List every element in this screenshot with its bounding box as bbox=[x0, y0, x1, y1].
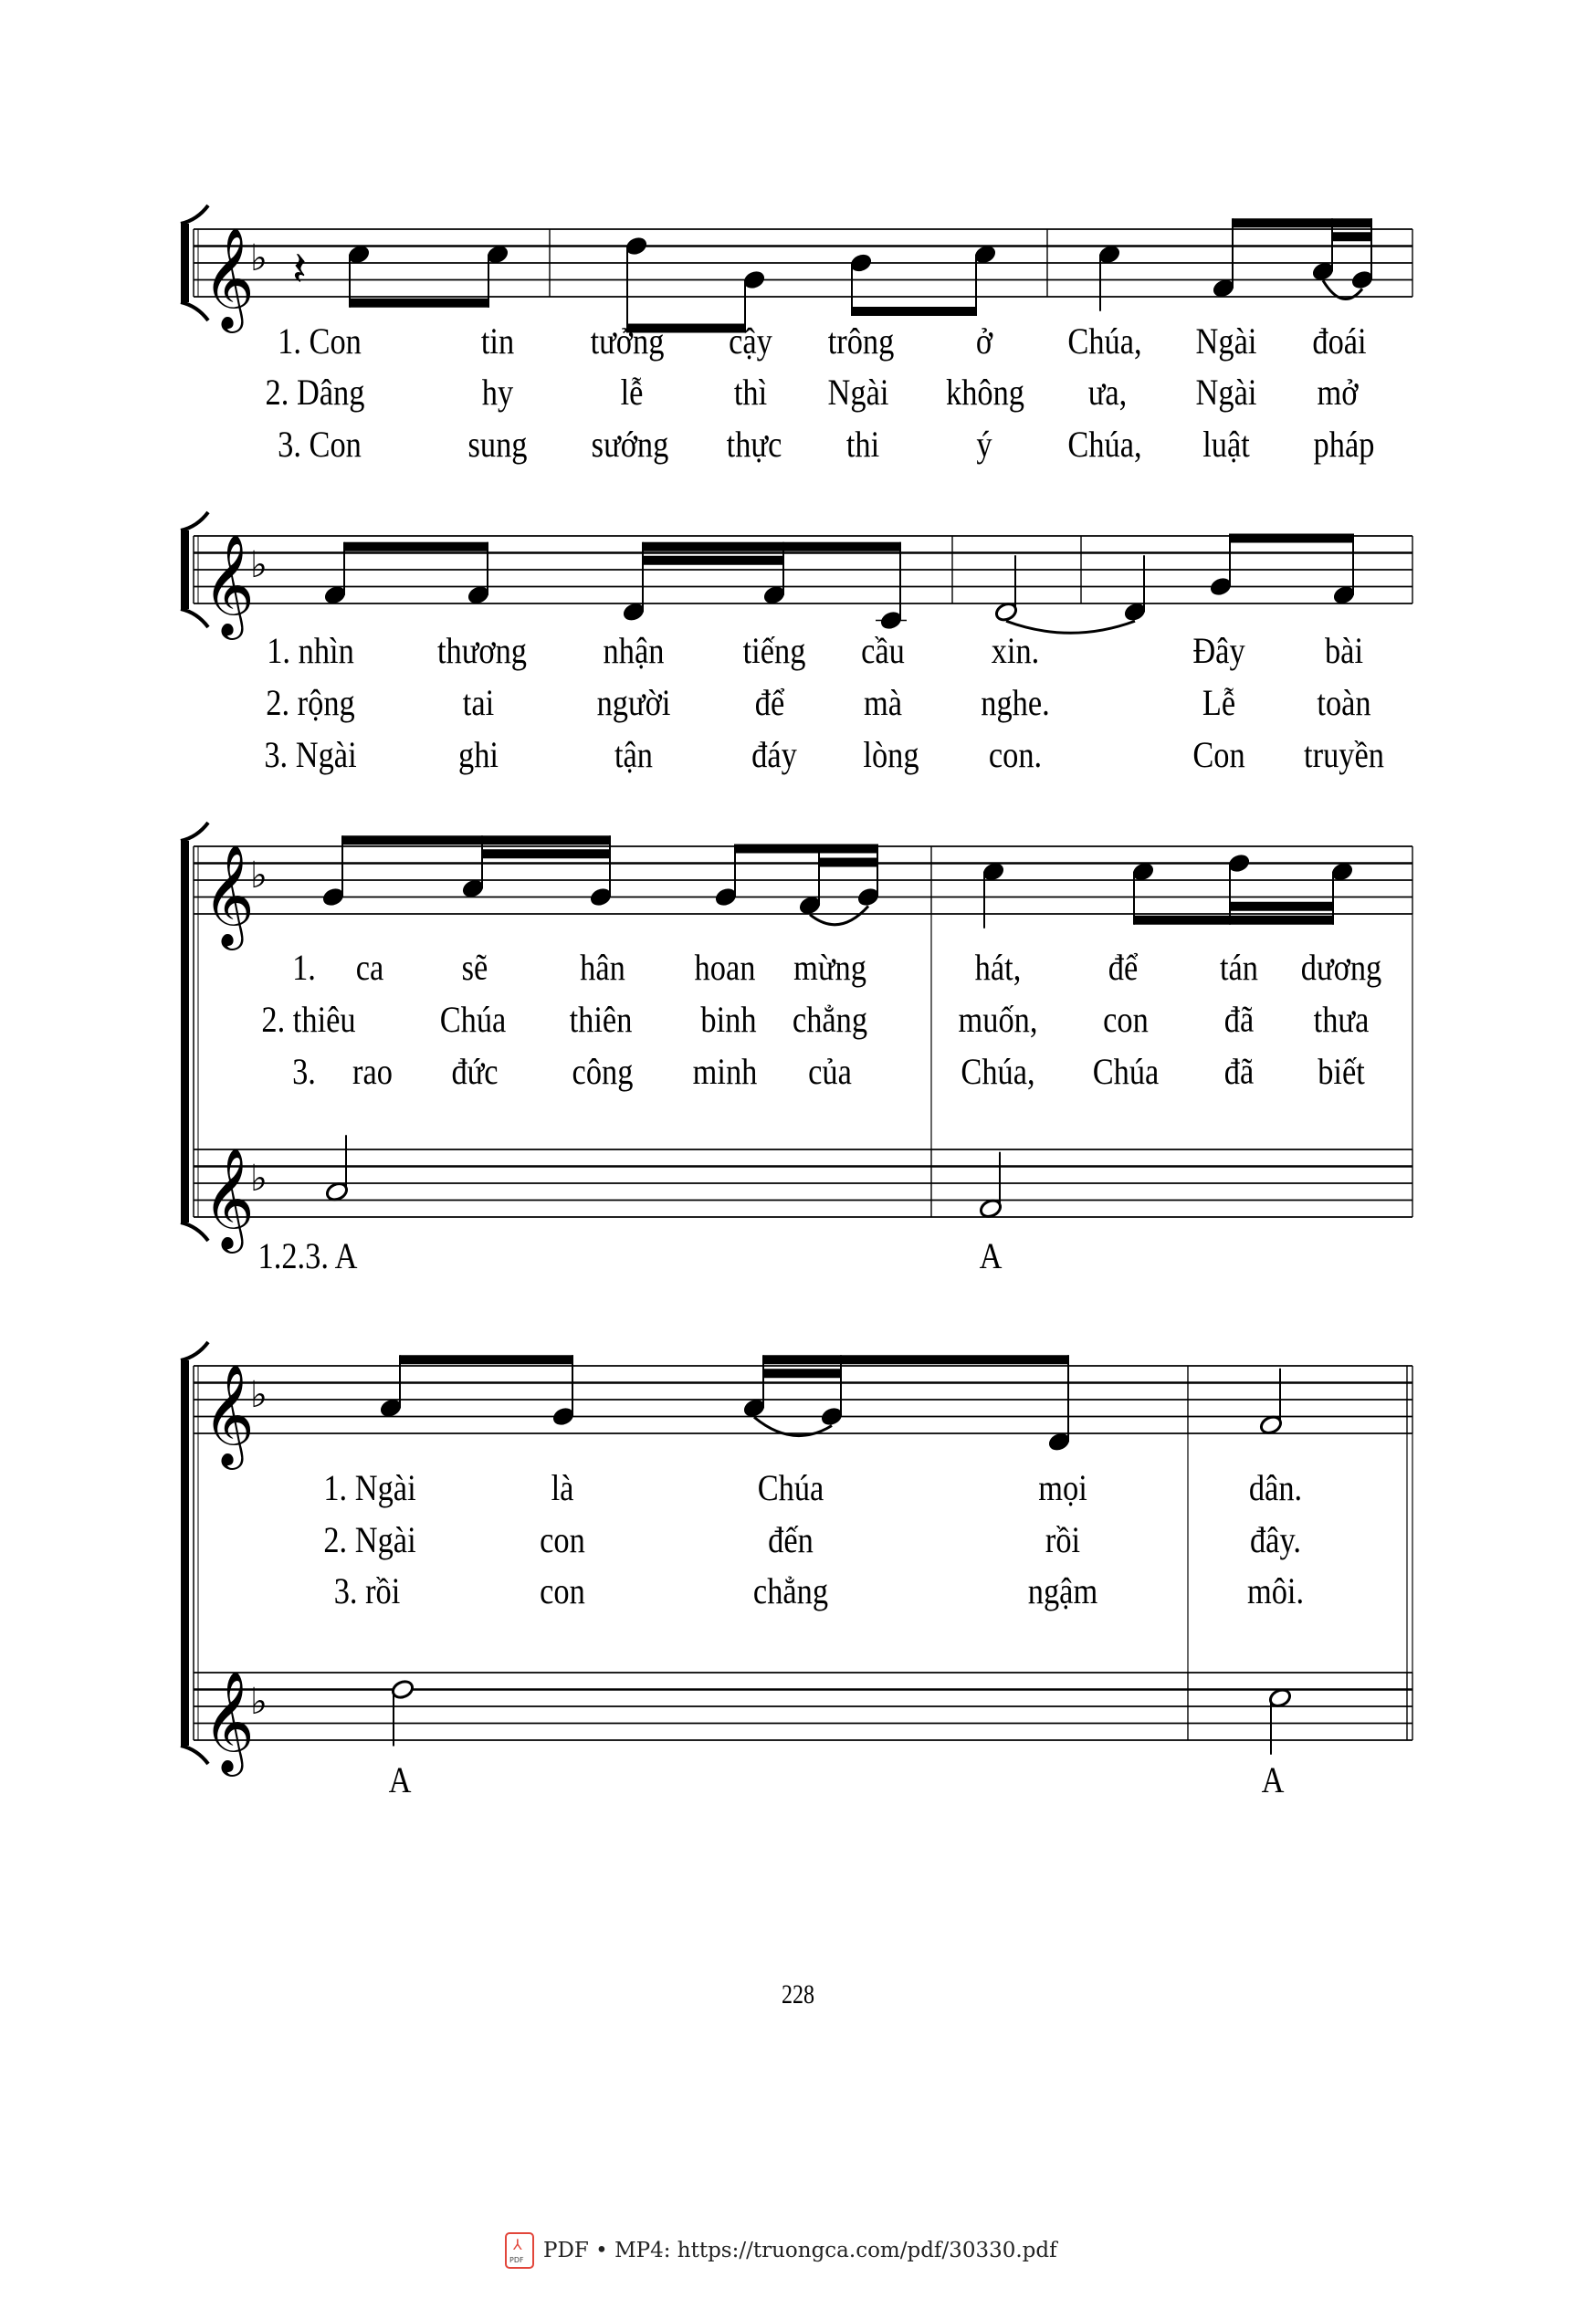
lyric-syllable-verse-2: binh bbox=[700, 999, 757, 1040]
beam-secondary bbox=[819, 858, 878, 867]
lyric-syllable-verse-1: xin. bbox=[991, 630, 1040, 671]
lyric-syllable-verse-3: ý bbox=[976, 424, 992, 465]
lyric-syllable-verse-3: 3. Ngài bbox=[264, 734, 357, 775]
lyric-syllable-verse-2: con bbox=[540, 1519, 585, 1560]
system-bracket bbox=[181, 224, 189, 302]
acrobat-glyph-icon: ⅄ bbox=[513, 2236, 522, 2253]
beam bbox=[1230, 534, 1354, 543]
lyric-syllable-verse-1: ca bbox=[355, 947, 384, 988]
lyric-syllable-verse-1: bài bbox=[1324, 630, 1364, 671]
lyric-syllable-verse-1: Chúa bbox=[757, 1467, 824, 1508]
lyric-syllable-verse-2: thưa bbox=[1313, 999, 1370, 1040]
lyric-syllable-verse-3: 3. Con bbox=[278, 424, 362, 465]
lyric-syllable-verse-1: cậy bbox=[729, 320, 772, 362]
lyric-syllable-verse-1: trông bbox=[827, 320, 895, 362]
lyric-syllable-verse-2: thì bbox=[733, 372, 768, 413]
lyric-syllable-verse-3: đã bbox=[1223, 1051, 1255, 1092]
lyric-syllable-verse-2: 2. Ngài bbox=[323, 1519, 416, 1560]
beam bbox=[1134, 916, 1334, 925]
response-label: A bbox=[1261, 1759, 1285, 1800]
lyric-syllable-verse-2: không bbox=[946, 372, 1024, 413]
lyric-syllable-verse-2: mở bbox=[1317, 372, 1359, 413]
lyric-syllable-verse-3: 3. rồi bbox=[333, 1570, 401, 1611]
lyric-syllable-verse-3: Con bbox=[1192, 734, 1245, 775]
lyric-syllable-verse-3: sung bbox=[467, 424, 528, 465]
lyric-syllable-verse-1: tán bbox=[1219, 947, 1259, 988]
lyric-syllable-verse-1: Đây bbox=[1192, 630, 1245, 671]
footer-link[interactable] bbox=[505, 2232, 1057, 2269]
lyric-syllable-verse-3: tận bbox=[614, 734, 654, 775]
lyric-syllable-verse-2: để bbox=[754, 682, 785, 723]
bracket-top bbox=[181, 205, 208, 224]
lyric-syllable-verse-2: thiên bbox=[569, 999, 633, 1040]
lyric-syllable-verse-2: hy bbox=[481, 372, 514, 413]
lyric-syllable-verse-1: tưởng bbox=[590, 320, 665, 362]
flat-icon: ♭ bbox=[250, 237, 268, 279]
lyric-syllable-verse-2: Ngài bbox=[1195, 372, 1257, 413]
lyric-syllable-verse-3: Chúa, bbox=[1067, 424, 1142, 465]
lyric-syllable-verse-2: rồi bbox=[1045, 1519, 1081, 1560]
lyric-syllable-verse-3: lòng bbox=[863, 734, 919, 775]
page-number: 228 bbox=[782, 1979, 814, 2009]
lyric-syllable-verse-3: rao bbox=[352, 1051, 393, 1092]
lyric-syllable-verse-2: toàn bbox=[1317, 682, 1371, 723]
lyric-syllable-verse-2: lễ bbox=[620, 372, 644, 413]
lyric-syllable-verse-3: ngậm bbox=[1027, 1570, 1098, 1611]
lyric-syllable-verse-3: Chúa, bbox=[961, 1051, 1035, 1092]
lyric-syllable-verse-3: Chúa bbox=[1092, 1051, 1160, 1092]
lyric-syllable-verse-1: dân. bbox=[1248, 1467, 1303, 1508]
lyric-syllable-verse-3: công bbox=[572, 1051, 634, 1092]
lyric-syllable-verse-2: đến bbox=[768, 1519, 814, 1560]
lyric-syllable-verse-3: môi. bbox=[1246, 1570, 1305, 1611]
lyric-syllable-verse-1: 1. bbox=[292, 947, 316, 988]
beam bbox=[350, 299, 489, 308]
lyric-syllable-verse-2: Chúa bbox=[439, 999, 507, 1040]
lyric-syllable-verse-1: Ngài bbox=[1195, 320, 1257, 362]
response-label: A bbox=[979, 1235, 1003, 1276]
lyric-syllable-verse-1: là bbox=[551, 1467, 574, 1508]
lyric-syllable-verse-2: Lễ bbox=[1202, 682, 1236, 723]
flat-icon: ♭ bbox=[250, 1158, 268, 1200]
beam bbox=[344, 542, 488, 551]
flat-icon: ♭ bbox=[250, 1681, 268, 1723]
beam bbox=[852, 307, 977, 316]
lyric-syllable-verse-3: pháp bbox=[1313, 424, 1375, 465]
treble-clef-icon: 𝄞 bbox=[203, 1670, 255, 1772]
lyric-syllable-verse-2: 2. rộng bbox=[266, 682, 355, 723]
lyric-syllable-verse-1: tiếng bbox=[742, 630, 806, 671]
lyric-syllable-verse-2: người bbox=[596, 682, 671, 723]
slur bbox=[810, 907, 868, 925]
lyric-syllable-verse-2: chẳng bbox=[792, 999, 868, 1040]
response-label: 1.2.3. A bbox=[257, 1235, 358, 1276]
lyric-syllable-verse-2: 2. Dâng bbox=[265, 372, 365, 413]
lyric-syllable-verse-3: luật bbox=[1202, 424, 1250, 465]
lyric-syllable-verse-2: mà bbox=[863, 682, 903, 723]
lyric-syllable-verse-3: thực bbox=[726, 424, 782, 465]
lyric-syllable-verse-3: con. bbox=[988, 734, 1043, 775]
lyric-syllable-verse-2: ưa, bbox=[1087, 372, 1128, 413]
lyric-syllable-verse-1: hân bbox=[580, 947, 625, 988]
lyric-syllable-verse-2: tai bbox=[462, 682, 495, 723]
beam-secondary bbox=[643, 556, 784, 565]
beam bbox=[400, 1355, 573, 1364]
lyric-syllable-verse-1: thương bbox=[437, 630, 527, 671]
lyric-syllable-verse-3: đức bbox=[451, 1051, 499, 1092]
pdf-file-icon: ⅄ PDF bbox=[505, 2232, 534, 2269]
flat-icon: ♭ bbox=[250, 544, 268, 586]
lyric-syllable-verse-3: truyền bbox=[1304, 734, 1384, 775]
lyric-syllable-verse-3: thi bbox=[845, 424, 880, 465]
bracket-top bbox=[181, 1342, 208, 1360]
flat-icon: ♭ bbox=[250, 855, 268, 897]
lyric-syllable-verse-1: hoan bbox=[694, 947, 756, 988]
lyric-syllable-verse-2: 2. thiêu bbox=[261, 999, 356, 1040]
lyric-syllable-verse-2: đây. bbox=[1249, 1519, 1302, 1560]
lyric-syllable-verse-1: cầu bbox=[861, 630, 905, 671]
beam-secondary bbox=[482, 849, 611, 858]
lyric-syllable-verse-1: đoái bbox=[1312, 320, 1367, 362]
lyric-syllable-verse-1: dương bbox=[1300, 947, 1382, 988]
lyric-syllable-verse-1: Chúa, bbox=[1067, 320, 1142, 362]
bracket-top bbox=[181, 823, 208, 841]
beam-secondary bbox=[763, 1369, 842, 1378]
lyric-syllable-verse-1: tin bbox=[480, 320, 515, 362]
lyric-syllable-verse-3: ghi bbox=[458, 734, 499, 775]
lyric-syllable-verse-3: chẳng bbox=[752, 1570, 829, 1611]
beam bbox=[643, 542, 901, 551]
beam bbox=[763, 1355, 1069, 1364]
staff-system-1 bbox=[181, 205, 1412, 333]
beam-secondary bbox=[1332, 232, 1372, 241]
treble-clef-icon: 𝄞 bbox=[203, 533, 255, 635]
lyric-syllable-verse-1: 1. Ngài bbox=[323, 1467, 416, 1508]
lyric-syllable-verse-1: ở bbox=[975, 320, 993, 362]
lyric-syllable-verse-1: sẽ bbox=[461, 947, 488, 988]
lyric-syllable-verse-1: mừng bbox=[793, 947, 866, 988]
footer-text[interactable]: PDF • MP4: https://truongca.com/pdf/30330.pdf bbox=[543, 2239, 1057, 2262]
bracket-top bbox=[181, 512, 208, 530]
lyric-syllable-verse-2: nghe. bbox=[981, 682, 1050, 723]
beam bbox=[1233, 218, 1372, 227]
lyric-syllable-verse-2: muốn, bbox=[958, 999, 1038, 1040]
flat-icon: ♭ bbox=[250, 1374, 268, 1416]
lyric-syllable-verse-3: sướng bbox=[591, 424, 669, 465]
lyric-syllable-verse-1: mọi bbox=[1038, 1467, 1087, 1508]
lyric-syllable-verse-1: hát, bbox=[974, 947, 1022, 988]
system-bracket bbox=[181, 1360, 189, 1746]
beam bbox=[735, 845, 878, 854]
system-bracket bbox=[181, 841, 189, 1222]
lyric-syllable-verse-1: 1. nhìn bbox=[267, 630, 354, 671]
lyric-syllable-verse-2: con bbox=[1103, 999, 1149, 1040]
treble-clef-icon: 𝄞 bbox=[203, 1363, 255, 1465]
beam bbox=[342, 835, 611, 845]
lyric-syllable-verse-3: 3. bbox=[292, 1051, 316, 1092]
lyric-syllable-verse-1: 1. Con bbox=[278, 320, 362, 362]
treble-clef-icon: 𝄞 bbox=[203, 844, 255, 946]
quarter-rest-icon: 𝄽 bbox=[292, 242, 307, 298]
treble-clef-icon: 𝄞 bbox=[203, 226, 255, 329]
lyric-syllable-verse-1: nhận bbox=[603, 630, 665, 671]
staff-system-2 bbox=[181, 512, 1412, 640]
treble-clef-icon: 𝄞 bbox=[203, 1147, 255, 1249]
lyric-syllable-verse-1: để bbox=[1108, 947, 1139, 988]
lyric-syllable-verse-3: của bbox=[808, 1051, 852, 1092]
lyric-syllable-verse-2: Ngài bbox=[827, 372, 889, 413]
lyric-syllable-verse-3: minh bbox=[692, 1051, 758, 1092]
response-label: A bbox=[388, 1759, 412, 1800]
lyric-syllable-verse-2: đã bbox=[1223, 999, 1255, 1040]
lyric-syllable-verse-3: đáy bbox=[751, 734, 797, 775]
lyric-syllable-verse-3: con bbox=[540, 1570, 585, 1611]
lyric-syllable-verse-3: biết bbox=[1318, 1051, 1365, 1092]
beam-secondary bbox=[1230, 902, 1334, 911]
system-bracket bbox=[181, 530, 189, 609]
